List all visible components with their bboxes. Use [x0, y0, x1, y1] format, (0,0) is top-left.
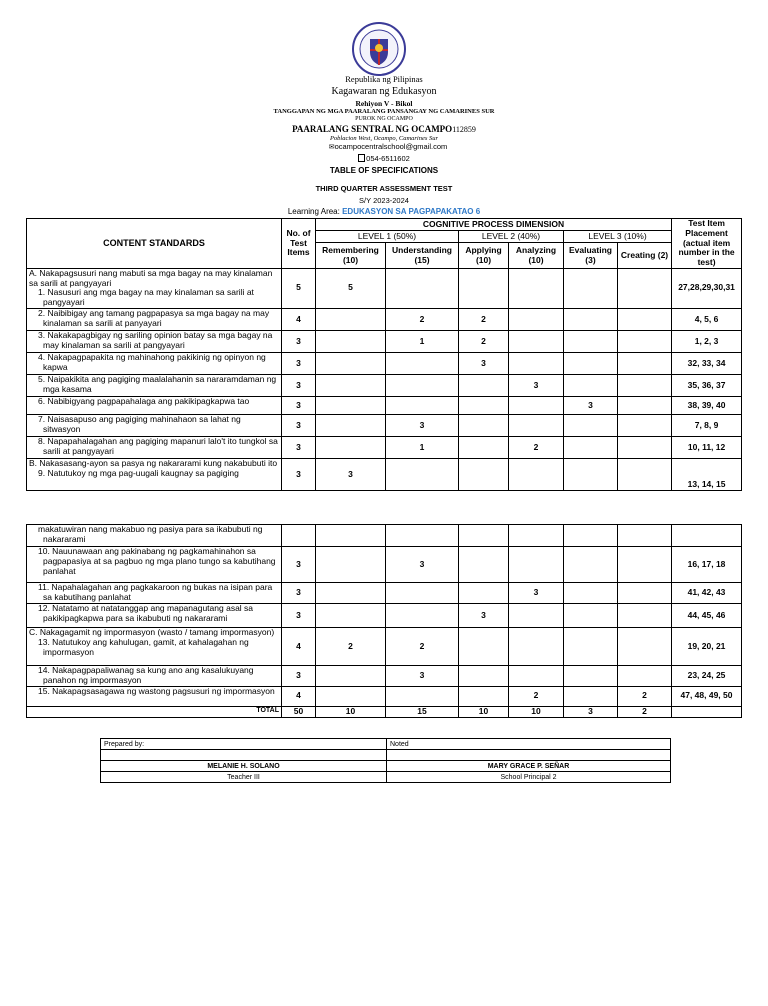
understanding-cell [386, 583, 459, 604]
placement-cell: 47, 48, 49, 50 [672, 686, 742, 706]
placement-cell: 27,28,29,30,31 [672, 268, 742, 308]
competency-text: 8. Napapahalagahan ang pagiging mapanuri lalo't ito tungkol sa sarili at pangyayari [38, 436, 278, 456]
phone-text: 054-6511602 [366, 154, 410, 163]
item-count-cell: 3 [282, 666, 316, 687]
remembering-cell [316, 308, 386, 330]
evaluating-cell [564, 666, 618, 687]
table-row [27, 686, 742, 706]
table-row [27, 374, 742, 396]
item-count-cell: 3 [282, 547, 316, 583]
table-row [27, 436, 742, 458]
applying-cell: 2 [459, 308, 509, 330]
content-standard-cell [27, 352, 282, 374]
phone-line [0, 154, 768, 163]
standard-heading: A. Nakapagsusuri nang mabuti sa mga bagay na may kinalaman sa sarili at pangyayari [29, 268, 273, 288]
applying-cell [459, 525, 509, 547]
header-evaluating: Evaluating (3) [564, 243, 618, 268]
phone-icon [358, 154, 365, 162]
table-row [27, 458, 742, 490]
placement-cell: 32, 33, 34 [672, 352, 742, 374]
placement-cell: 23, 24, 25 [672, 666, 742, 687]
understanding-cell: 3 [386, 666, 459, 687]
analyzing-cell [509, 330, 564, 352]
region-line: Rehiyon V - Bikol [355, 99, 413, 108]
item-count-cell: 3 [282, 330, 316, 352]
remembering-cell [316, 547, 386, 583]
table-row [27, 628, 742, 666]
total-understanding: 15 [386, 706, 459, 717]
test-title: THIRD QUARTER ASSESSMENT TEST [315, 184, 453, 193]
applying-cell [459, 666, 509, 687]
competency-text: 15. Nakapagsasagawa ng wastong pagsusuri ng impormasyon [38, 686, 275, 696]
placement-cell: 16, 17, 18 [672, 547, 742, 583]
specification-table-page-1 [26, 218, 742, 491]
total-analyzing: 10 [509, 706, 564, 717]
department-line: Kagawaran ng Edukasyon [331, 86, 437, 97]
noter-title: School Principal 2 [387, 772, 671, 783]
content-standard-cell [27, 458, 282, 490]
applying-cell: 3 [459, 352, 509, 374]
remembering-cell [316, 583, 386, 604]
applying-cell [459, 628, 509, 666]
item-count-cell [282, 525, 316, 547]
competency-text: 2. Naibibigay ang tamang pagpapasya sa mga bagay na may kinalaman sa sarili at panyayari [38, 308, 270, 328]
email-icon: ✉ [328, 144, 335, 151]
understanding-cell: 3 [386, 547, 459, 583]
evaluating-cell [564, 547, 618, 583]
table-row [27, 525, 742, 547]
school-year: S/Y 2023-2024 [359, 196, 409, 205]
table-row [27, 268, 742, 308]
applying-cell [459, 547, 509, 583]
analyzing-cell [509, 604, 564, 628]
creating-cell [618, 525, 672, 547]
standard-heading: B. Nakasasang-ayon sa pasya ng nakararami kung nakabubuti ito [29, 458, 278, 468]
evaluating-cell [564, 686, 618, 706]
header-level-2: LEVEL 2 (40%) [459, 231, 564, 243]
division-office-line: TANGGAPAN NG MGA PAARALANG PANSANGAY NG CAMARINES SUR [273, 108, 495, 115]
understanding-cell [386, 396, 459, 414]
evaluating-cell [564, 268, 618, 308]
creating-cell [618, 308, 672, 330]
understanding-cell [386, 686, 459, 706]
understanding-cell: 1 [386, 330, 459, 352]
total-creating: 2 [618, 706, 672, 717]
total-applying: 10 [459, 706, 509, 717]
remembering-cell [316, 374, 386, 396]
remembering-cell [316, 330, 386, 352]
content-standard-cell [27, 268, 282, 308]
evaluating-cell [564, 374, 618, 396]
creating-cell [618, 396, 672, 414]
item-count-cell: 4 [282, 308, 316, 330]
content-standard-cell [27, 525, 282, 547]
content-standard-cell [27, 330, 282, 352]
content-standard-cell [27, 686, 282, 706]
competency-text: 13. Natutukoy ang kahulugan, gamit, at kahalagahan ng impormasyon [38, 636, 249, 657]
item-count-cell: 5 [282, 268, 316, 308]
content-standard-cell [27, 414, 282, 436]
address-line: Poblacion West, Ocampo, Camarines Sur [329, 135, 439, 142]
doc-title: TABLE OF SPECIFICATIONS [329, 166, 439, 175]
analyzing-cell [509, 396, 564, 414]
remembering-cell [316, 414, 386, 436]
header-level-1: LEVEL 1 (50%) [316, 231, 459, 243]
table-row [27, 414, 742, 436]
remembering-cell: 2 [316, 628, 386, 666]
understanding-cell: 1 [386, 436, 459, 458]
analyzing-cell [509, 547, 564, 583]
creating-cell [618, 583, 672, 604]
analyzing-cell [509, 268, 564, 308]
applying-cell [459, 396, 509, 414]
analyzing-cell: 3 [509, 583, 564, 604]
item-count-cell: 4 [282, 686, 316, 706]
item-count-cell: 3 [282, 436, 316, 458]
remembering-cell [316, 525, 386, 547]
learning-area-value: EDUKASYON SA PAGPAPAKATAO 6 [342, 207, 481, 216]
analyzing-cell [509, 628, 564, 666]
applying-cell [459, 458, 509, 490]
total-label: TOTAL [27, 706, 282, 717]
placement-cell: 35, 36, 37 [672, 374, 742, 396]
total-placement [672, 706, 742, 717]
header-creating: Creating (2) [618, 243, 672, 268]
table-row [27, 604, 742, 628]
analyzing-cell [509, 458, 564, 490]
analyzing-cell [509, 666, 564, 687]
applying-cell: 2 [459, 330, 509, 352]
competency-text: 9. Natutukoy ng mga pag-uugali kaugnay sa pagiging [38, 467, 239, 478]
header-placement: Test Item Placement (actual item number in the test) [672, 219, 742, 269]
item-count-cell: 4 [282, 628, 316, 666]
creating-cell [618, 666, 672, 687]
school-name: PAARALANG SENTRAL NG OCAMPO [292, 124, 453, 134]
evaluating-cell [564, 525, 618, 547]
evaluating-cell [564, 583, 618, 604]
competency-text: 5. Naipakikita ang pagiging maalalahanin sa nararamdaman ng mga kasama [38, 374, 277, 394]
competency-text: makatuwiran nang makabuo ng pasiya para sa ikabubuti ng nakararami [38, 524, 263, 544]
table-row [27, 352, 742, 374]
republic-line: Republika ng Pilipinas [345, 74, 423, 84]
header-level-3: LEVEL 3 (10%) [564, 231, 672, 243]
placement-cell: 1, 2, 3 [672, 330, 742, 352]
evaluating-cell [564, 458, 618, 490]
header-understanding: Understanding (15) [386, 243, 459, 268]
header-applying: Applying (10) [459, 243, 509, 268]
understanding-cell [386, 458, 459, 490]
remembering-cell: 5 [316, 268, 386, 308]
creating-cell [618, 330, 672, 352]
placement-cell: 4, 5, 6 [672, 308, 742, 330]
creating-cell [618, 414, 672, 436]
applying-cell [459, 583, 509, 604]
creating-cell [618, 547, 672, 583]
table-row [27, 666, 742, 687]
evaluating-cell [564, 330, 618, 352]
header-content-standards: CONTENT STANDARDS [27, 219, 282, 269]
header-no-of-items: No. of Test Items [282, 219, 316, 269]
creating-cell [618, 604, 672, 628]
prepared-signature-space [101, 750, 387, 761]
applying-cell [459, 414, 509, 436]
remembering-cell [316, 686, 386, 706]
content-standard-cell [27, 666, 282, 687]
placement-cell [672, 525, 742, 547]
item-count-cell: 3 [282, 604, 316, 628]
preparer-title: Teacher III [101, 772, 387, 783]
evaluating-cell [564, 352, 618, 374]
total-row [27, 706, 742, 717]
evaluating-cell [564, 414, 618, 436]
creating-cell [618, 458, 672, 490]
analyzing-cell: 2 [509, 436, 564, 458]
content-standard-cell [27, 374, 282, 396]
competency-text: 12. Natatamo at natatanggap ang mapanagutang asal sa pakikipagkapwa para sa ikabubuti ng nakararami [38, 603, 254, 623]
table-row [27, 396, 742, 414]
competency-text: 6. Nabibigyang pagpapahalaga ang pakikipagkapwa tao [38, 396, 250, 406]
applying-cell [459, 374, 509, 396]
table-row [27, 547, 742, 583]
placement-cell: 19, 20, 21 [672, 628, 742, 666]
understanding-cell [386, 374, 459, 396]
content-standard-cell [27, 308, 282, 330]
remembering-cell [316, 666, 386, 687]
creating-cell [618, 268, 672, 308]
noter-name: MARY GRACE P. SEÑAR [387, 761, 671, 772]
understanding-cell [386, 268, 459, 308]
competency-text: 4. Nakapagpapakita ng mahinahong pakikinig ng opinyon ng kapwa [38, 352, 266, 372]
competency-text: 1. Nasusuri ang mga bagay na may kinalaman sa sarili at pangyayari [38, 287, 254, 308]
evaluating-cell [564, 604, 618, 628]
specification-table-page-2 [26, 524, 742, 718]
school-id: 112859 [452, 125, 476, 134]
total-items: 50 [282, 706, 316, 717]
analyzing-cell [509, 414, 564, 436]
noted-label: Noted [387, 739, 671, 750]
analyzing-cell [509, 308, 564, 330]
applying-cell [459, 436, 509, 458]
remembering-cell [316, 396, 386, 414]
header-analyzing: Analyzing (10) [509, 243, 564, 268]
email-text: ocampocentralschool@gmail.com [334, 142, 448, 151]
item-count-cell: 3 [282, 458, 316, 490]
evaluating-cell [564, 628, 618, 666]
applying-cell [459, 268, 509, 308]
total-remembering: 10 [316, 706, 386, 717]
evaluating-cell: 3 [564, 396, 618, 414]
item-count-cell: 3 [282, 374, 316, 396]
noted-signature-space [387, 750, 671, 761]
creating-cell [618, 374, 672, 396]
understanding-cell [386, 352, 459, 374]
analyzing-cell [509, 525, 564, 547]
header-cognitive-process: COGNITIVE PROCESS DIMENSION [316, 219, 672, 231]
item-count-cell: 3 [282, 352, 316, 374]
standard-heading: C. Nakagagamit ng impormasyon (wasto / tamang impormasyon) [29, 627, 275, 637]
total-evaluating: 3 [564, 706, 618, 717]
learning-area-label: Learning Area: [287, 207, 343, 216]
evaluating-cell [564, 308, 618, 330]
competency-text: 3. Nakakapagbigay ng sariling opinion batay sa mga bagay na may kinalaman sa sarili at pangyayari [38, 330, 273, 350]
remembering-cell [316, 604, 386, 628]
placement-cell: 7, 8, 9 [672, 414, 742, 436]
signature-table [100, 738, 671, 783]
item-count-cell: 3 [282, 414, 316, 436]
understanding-cell: 3 [386, 414, 459, 436]
creating-cell [618, 352, 672, 374]
analyzing-cell: 3 [509, 374, 564, 396]
analyzing-cell: 2 [509, 686, 564, 706]
content-standard-cell [27, 583, 282, 604]
applying-cell [459, 686, 509, 706]
table-row [27, 308, 742, 330]
analyzing-cell [509, 352, 564, 374]
district-line: PUROK NG OCAMPO [355, 116, 413, 122]
deped-seal-icon [352, 22, 406, 76]
header-remembering: Remembering (10) [316, 243, 386, 268]
placement-cell: 10, 11, 12 [672, 436, 742, 458]
table-row [27, 330, 742, 352]
school-name-line [0, 124, 768, 134]
placement-cell: 41, 42, 43 [672, 583, 742, 604]
placement-cell: 38, 39, 40 [672, 396, 742, 414]
understanding-cell [386, 525, 459, 547]
remembering-cell [316, 436, 386, 458]
item-count-cell: 3 [282, 396, 316, 414]
understanding-cell: 2 [386, 308, 459, 330]
evaluating-cell [564, 436, 618, 458]
competency-text: 10. Nauunawaan ang pakinabang ng pagkamahinahon sa pagpapasiya at sa pagbuo ng mga plano tungo sa kabutihang panlahat [38, 546, 276, 576]
email-line [4, 142, 768, 151]
applying-cell: 3 [459, 604, 509, 628]
understanding-cell: 2 [386, 628, 459, 666]
creating-cell: 2 [618, 686, 672, 706]
content-standard-cell [27, 628, 282, 666]
item-count-cell: 3 [282, 583, 316, 604]
creating-cell [618, 628, 672, 666]
understanding-cell [386, 604, 459, 628]
remembering-cell: 3 [316, 458, 386, 490]
table-row [27, 583, 742, 604]
competency-text: 11. Napahalagahan ang pagkakaroon ng bukas na isipan para sa kabutihang panlahat [38, 582, 273, 602]
content-standard-cell [27, 436, 282, 458]
remembering-cell [316, 352, 386, 374]
preparer-name: MELANIE H. SOLANO [101, 761, 387, 772]
content-standard-cell [27, 547, 282, 583]
content-standard-cell [27, 604, 282, 628]
content-standard-cell [27, 396, 282, 414]
creating-cell [618, 436, 672, 458]
prepared-by-label: Prepared by: [101, 739, 387, 750]
placement-cell: 44, 45, 46 [672, 604, 742, 628]
placement-cell: 13, 14, 15 [672, 458, 742, 490]
learning-area-line [0, 207, 768, 216]
competency-text: 14. Nakapagpapaliwanag sa kung ano ang kasalukuyang panahon ng impormasyon [38, 665, 254, 685]
competency-text: 7. Naisasapuso ang pagiging mahinahaon sa lahat ng sitwasyon [38, 414, 241, 434]
